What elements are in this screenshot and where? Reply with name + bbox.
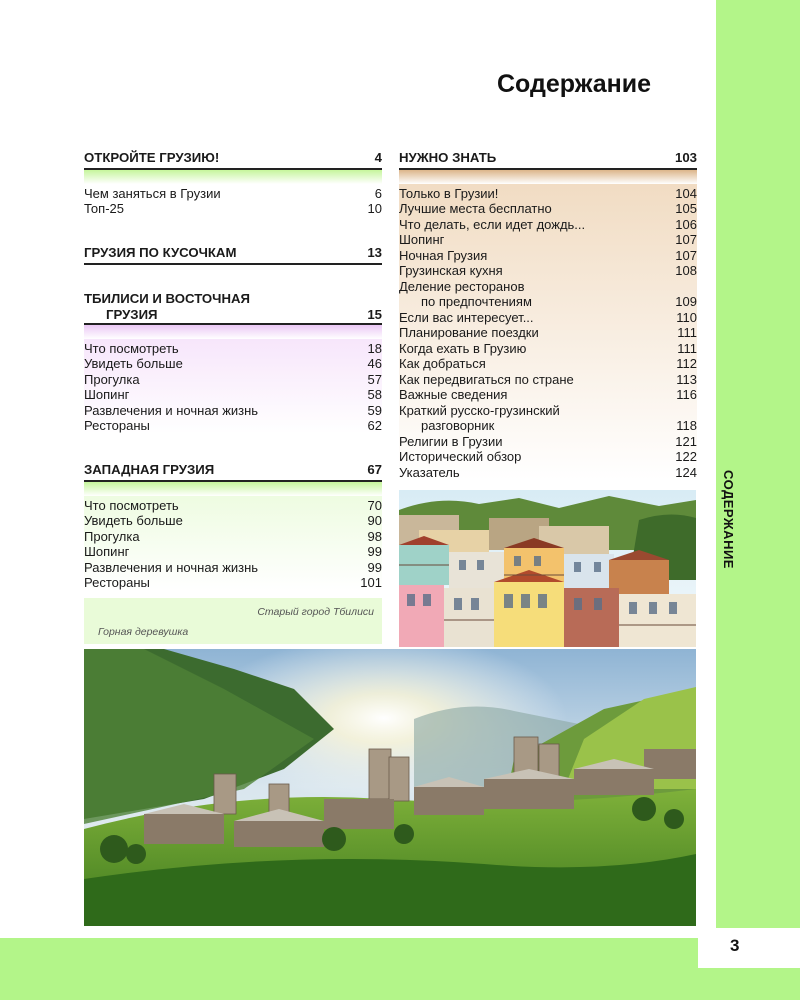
- entry-page: 107: [675, 247, 697, 263]
- section-title: [84, 291, 250, 323]
- entry-label: Как передвигаться по стране: [399, 371, 574, 387]
- entry-label: Что посмотреть: [84, 497, 179, 513]
- entry-label: Топ-25: [84, 201, 124, 216]
- section-page: 67: [367, 462, 382, 477]
- section-page: 13: [367, 245, 382, 260]
- toc-entry[interactable]: [399, 186, 697, 202]
- section-heading[interactable]: [84, 245, 382, 263]
- toc-entry[interactable]: [399, 325, 697, 341]
- page-title: Содержание: [497, 70, 652, 98]
- toc-entry[interactable]: [84, 544, 382, 560]
- toc-entry[interactable]: [399, 341, 697, 357]
- mountain-village-photo: [84, 649, 696, 926]
- section-title-line1: ТБИЛИСИ И ВОСТОЧНАЯ: [84, 291, 250, 306]
- entry-page: 122: [675, 449, 697, 464]
- toc-entry[interactable]: [84, 356, 382, 372]
- entry-page: 70: [367, 497, 382, 513]
- section-page: 103: [674, 150, 697, 165]
- toc-entry[interactable]: [399, 263, 697, 279]
- toc-entry[interactable]: [399, 356, 697, 372]
- section-band: [84, 325, 382, 339]
- entry-label: Рестораны: [84, 575, 150, 590]
- section-band: [84, 170, 382, 184]
- entry-label: Ночная Грузия: [399, 247, 488, 263]
- entry-page: 124: [675, 464, 697, 480]
- section-band: [84, 482, 382, 496]
- toc-entry[interactable]: [399, 465, 697, 481]
- entry-label: Рестораны: [84, 418, 150, 433]
- toc-entry[interactable]: [399, 217, 697, 233]
- entry-label: Шопинг: [399, 232, 445, 247]
- section-page: 4: [374, 150, 382, 165]
- section-band: [399, 170, 697, 184]
- toc-entry[interactable]: [399, 232, 697, 248]
- entry-label: Когда ехать в Грузию: [399, 340, 527, 356]
- entry-label: Важные сведения: [399, 387, 508, 402]
- toc-entry[interactable]: [399, 387, 697, 403]
- entry-page: 99: [367, 559, 382, 575]
- toc-entry[interactable]: [84, 387, 382, 403]
- entry-page: 113: [676, 371, 697, 387]
- toc-entry[interactable]: [399, 403, 697, 419]
- entry-page: 90: [367, 513, 382, 528]
- toc-entry[interactable]: [399, 372, 697, 388]
- entry-label: по предпочтениям: [421, 294, 532, 309]
- entry-label: Грузинская кухня: [399, 263, 503, 278]
- caption-tbilisi: Старый город Тбилиси: [257, 606, 374, 618]
- entry-label: Шопинг: [84, 387, 130, 402]
- entry-label: Если вас интересует...: [399, 309, 534, 325]
- entry-page: 109: [675, 294, 697, 309]
- entry-page: 106: [675, 216, 697, 232]
- entry-page: 107: [675, 232, 697, 247]
- entry-page: 62: [367, 418, 382, 433]
- entry-label: Деление ресторанов: [399, 278, 525, 294]
- entry-page: 99: [367, 544, 382, 559]
- entry-label: разговорник: [421, 418, 495, 433]
- section-title: ЗАПАДНАЯ ГРУЗИЯ: [84, 462, 215, 477]
- entry-label: Увидеть больше: [84, 513, 183, 528]
- toc-entry[interactable]: [84, 529, 382, 545]
- toc-entry[interactable]: [84, 498, 382, 514]
- toc-section-need-to-know: [399, 150, 697, 480]
- entry-label: Развлечения и ночная жизнь: [84, 402, 259, 418]
- page-number: 3: [730, 936, 740, 955]
- section-heading[interactable]: [84, 291, 382, 323]
- entry-page: 112: [676, 356, 697, 371]
- entry-page: 111: [677, 340, 697, 356]
- toc-entry[interactable]: [399, 310, 697, 326]
- entry-label: Шопинг: [84, 544, 130, 559]
- section-title: НУЖНО ЗНАТЬ: [399, 150, 497, 165]
- entry-page: 118: [676, 418, 697, 433]
- entry-label: Указатель: [399, 464, 460, 480]
- entry-page: 108: [675, 263, 697, 278]
- entry-page: 104: [675, 185, 697, 201]
- entry-label: Только в Грузии!: [399, 185, 499, 201]
- toc-entry[interactable]: [84, 341, 382, 357]
- toc-entry[interactable]: [399, 449, 697, 465]
- section-heading[interactable]: [399, 150, 697, 168]
- entry-label: Что посмотреть: [84, 340, 179, 356]
- entry-label: Чем заняться в Грузии: [84, 185, 221, 201]
- toc-entry[interactable]: [84, 186, 382, 202]
- bottom-strip: [0, 938, 800, 1000]
- section-title-line2: ГРУЗИЯ: [106, 307, 158, 322]
- entry-label: Краткий русско-грузинский: [399, 402, 560, 418]
- entry-page: 116: [676, 387, 697, 402]
- entry-page: 110: [676, 309, 697, 325]
- entry-label: Исторический обзор: [399, 449, 522, 464]
- section-heading[interactable]: [84, 150, 382, 168]
- entry-page: 111: [677, 325, 697, 340]
- section-title: ГРУЗИЯ ПО КУСОЧКАМ: [84, 245, 237, 260]
- caption-village: Горная деревушка: [98, 626, 189, 638]
- entry-page: 10: [367, 201, 382, 216]
- section-title: ОТКРОЙТЕ ГРУЗИЮ!: [84, 150, 220, 165]
- mountain-village-image: [84, 649, 696, 926]
- toc-entry[interactable]: [84, 575, 382, 591]
- toc-section-west: [84, 462, 382, 591]
- entry-label: Прогулка: [84, 371, 140, 387]
- entry-label: Лучшие места бесплатно: [399, 201, 552, 216]
- entry-page: 59: [367, 402, 382, 418]
- tbilisi-photo: [399, 490, 696, 647]
- entry-page: 105: [675, 201, 697, 216]
- toc-section-tbilisi: [84, 291, 382, 434]
- toc-entry[interactable]: [399, 201, 697, 217]
- toc-entry[interactable]: [399, 294, 697, 310]
- entry-page: 98: [367, 528, 382, 544]
- toc-entry[interactable]: [399, 418, 697, 434]
- toc-entry[interactable]: [84, 513, 382, 529]
- toc-entry[interactable]: [84, 403, 382, 419]
- side-title: СОДЕРЖАНИЕ: [721, 470, 736, 569]
- tbilisi-old-town-image: [399, 490, 696, 647]
- entry-page: 57: [367, 371, 382, 387]
- entry-page: 18: [367, 340, 382, 356]
- toc-entry[interactable]: [84, 201, 382, 217]
- toc-entry[interactable]: [84, 372, 382, 388]
- caption-box: [84, 598, 382, 644]
- entry-page: 46: [367, 356, 382, 371]
- toc-entry[interactable]: [84, 418, 382, 434]
- toc-entry[interactable]: [399, 279, 697, 295]
- entry-page: 58: [367, 387, 382, 402]
- toc-entry[interactable]: [84, 560, 382, 576]
- toc-section-pieces: [84, 245, 382, 265]
- toc-entry[interactable]: [399, 248, 697, 264]
- page-number-box: [698, 928, 800, 968]
- section-heading[interactable]: [84, 462, 382, 480]
- entry-page: 121: [675, 433, 697, 449]
- entry-label: Как добраться: [399, 356, 486, 371]
- toc-entry[interactable]: [399, 434, 697, 450]
- entry-label: Что делать, если идет дождь...: [399, 216, 586, 232]
- entry-page: 6: [374, 185, 382, 201]
- entry-label: Развлечения и ночная жизнь: [84, 559, 259, 575]
- section-page: 15: [367, 307, 382, 322]
- entry-label: Планирование поездки: [399, 325, 539, 340]
- entry-label: Прогулка: [84, 528, 140, 544]
- entry-label: Религии в Грузии: [399, 433, 503, 449]
- entry-page: 101: [360, 575, 382, 590]
- toc-section-discover: [84, 150, 382, 217]
- section-rule: [84, 263, 382, 265]
- entry-label: Увидеть больше: [84, 356, 183, 371]
